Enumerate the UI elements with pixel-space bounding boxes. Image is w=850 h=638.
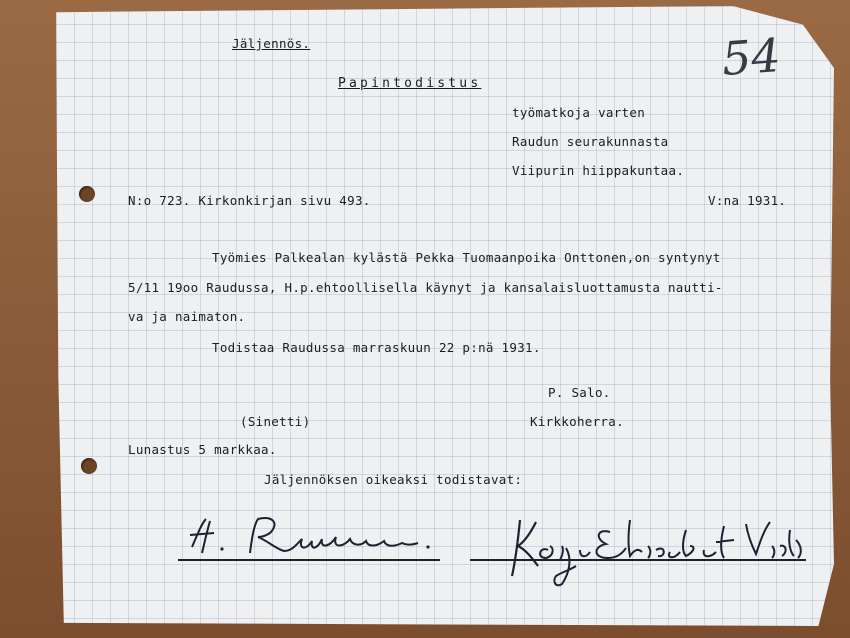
year-line: V:na 1931. bbox=[708, 193, 787, 208]
signer-name: P. Salo. bbox=[548, 385, 611, 400]
body-line-1: Työmies Palkealan kylästä Pekka Tuomaanpoika Onttonen,on syntynyt bbox=[212, 250, 721, 265]
subtitle-line-1: työmatkoja varten bbox=[512, 105, 646, 120]
subtitle-line-2: Raudun seurakunnasta bbox=[512, 134, 669, 149]
signer-title: Kirkkoherra. bbox=[530, 414, 624, 429]
body-line-3: va ja naimaton. bbox=[128, 309, 246, 324]
attest-line: Todistaa Raudussa marraskuun 22 p:nä 1931. bbox=[212, 340, 541, 355]
fee-line: Lunastus 5 markkaa. bbox=[128, 442, 277, 457]
document-title: Papintodistus bbox=[338, 76, 482, 91]
number-line: N:o 723. Kirkonkirjan sivu 493. bbox=[128, 193, 371, 208]
copy-certification-line: Jäljennöksen oikeaksi todistavat: bbox=[264, 472, 523, 487]
punch-hole-bottom bbox=[81, 458, 97, 474]
seal-note: (Sinetti) bbox=[240, 414, 311, 429]
page-number-handwritten: 54 bbox=[720, 28, 783, 86]
witness-signature-left bbox=[180, 505, 450, 575]
punch-hole-top bbox=[79, 186, 95, 202]
witness-signature-line-right bbox=[470, 559, 806, 561]
header-copy-label: Jäljennös. bbox=[232, 36, 311, 51]
subtitle-line-3: Viipurin hiippakuntaa. bbox=[512, 163, 685, 178]
witness-signature-line-left bbox=[178, 559, 440, 561]
witness-signature-right bbox=[490, 500, 810, 590]
body-line-2: 5/11 19oo Raudussa, H.p.ehtoollisella käynyt ja kansalaisluottamusta nautti- bbox=[128, 280, 723, 295]
